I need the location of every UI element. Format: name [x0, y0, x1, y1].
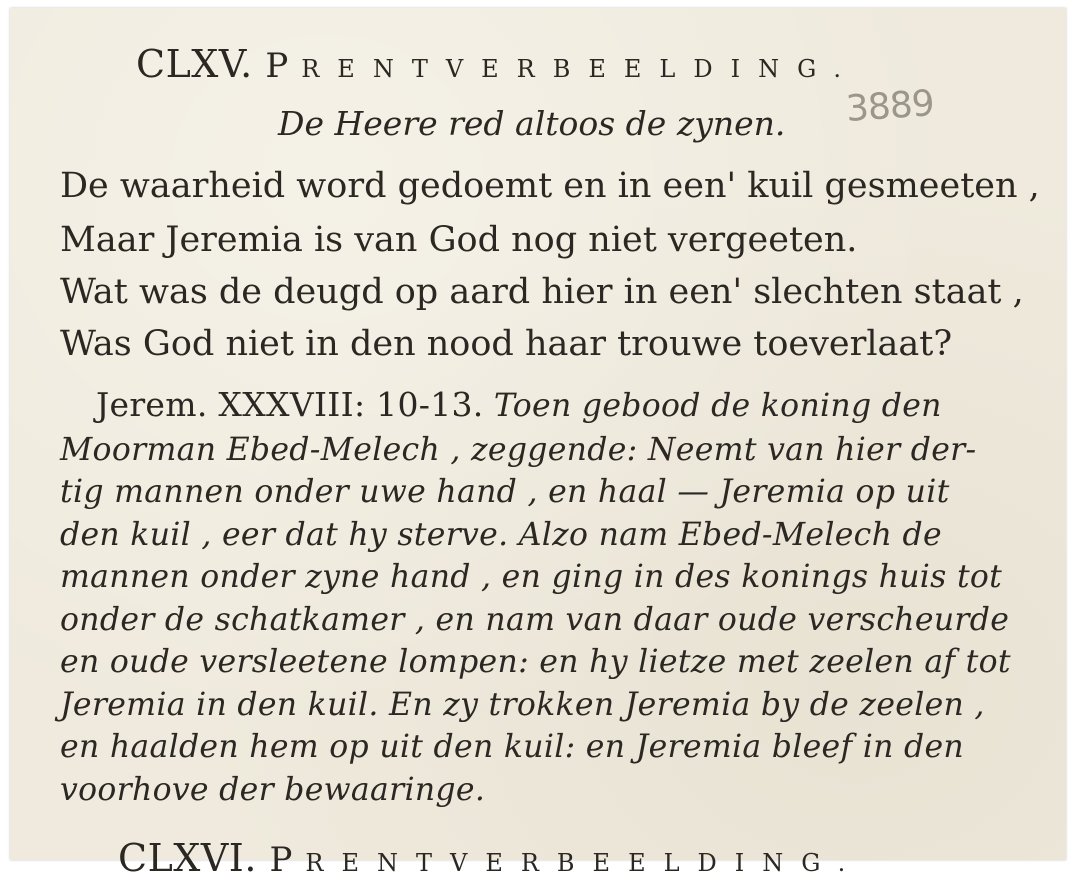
inventory-number: 3889: [844, 82, 935, 131]
next-heading-initial: P: [269, 840, 306, 880]
verse-line: Maar Jeremia is van God nog niet vergeeten.: [60, 220, 858, 260]
verse-line: De waarheid word gedoemt en in een' kuil gesmeeten ,: [60, 166, 1040, 206]
passage-line: en oude versleetene lompen: en hy lietze met zeelen af tot: [60, 644, 1011, 680]
section-heading: [136, 42, 859, 86]
passage-line: tig mannen onder uwe hand , en haal — Jeremia op uit: [60, 474, 950, 510]
print-page: [10, 8, 1066, 880]
next-heading-number: CLXVI.: [118, 836, 257, 880]
heading-number: CLXV.: [136, 42, 253, 86]
next-section-heading: [118, 836, 863, 880]
heading-initial: P: [265, 46, 302, 86]
passage-line: Jeremia in den kuil. En zy trokken Jeremia by de zeelen ,: [60, 687, 985, 723]
passage-line: voorhove der bewaaringe.: [60, 772, 486, 808]
next-heading-rest: RENTVERBEELDING.: [305, 849, 864, 877]
scripture-reference: Jerem. XXXVIII: 10-13.: [96, 385, 484, 424]
heading-rest: RENTVERBEELDING.: [301, 55, 860, 83]
passage-text: Toen gebood de koning den: [493, 388, 942, 424]
passage-line: Moorman Ebed-Melech , zeggende: Neemt van hier der-: [60, 432, 977, 468]
section-subtitle: De Heere red altoos de zynen.: [278, 104, 786, 143]
passage-first-line: [96, 385, 942, 424]
passage-line: den kuil , eer dat hy sterve. Alzo nam Ebed-Melech de: [60, 517, 942, 553]
passage-line: en haalden hem op uit den kuil: en Jeremia bleef in den: [60, 729, 965, 765]
passage-line: mannen onder zyne hand , en ging in des konings huis tot: [60, 559, 1003, 595]
verse-line: Wat was de deugd op aard hier in een' slechten staat ,: [60, 272, 1024, 312]
passage-line: onder de schatkamer , en nam van daar oude verscheurde: [60, 602, 1010, 638]
verse-line: Was God niet in den nood haar trouwe toeverlaat?: [60, 324, 953, 364]
